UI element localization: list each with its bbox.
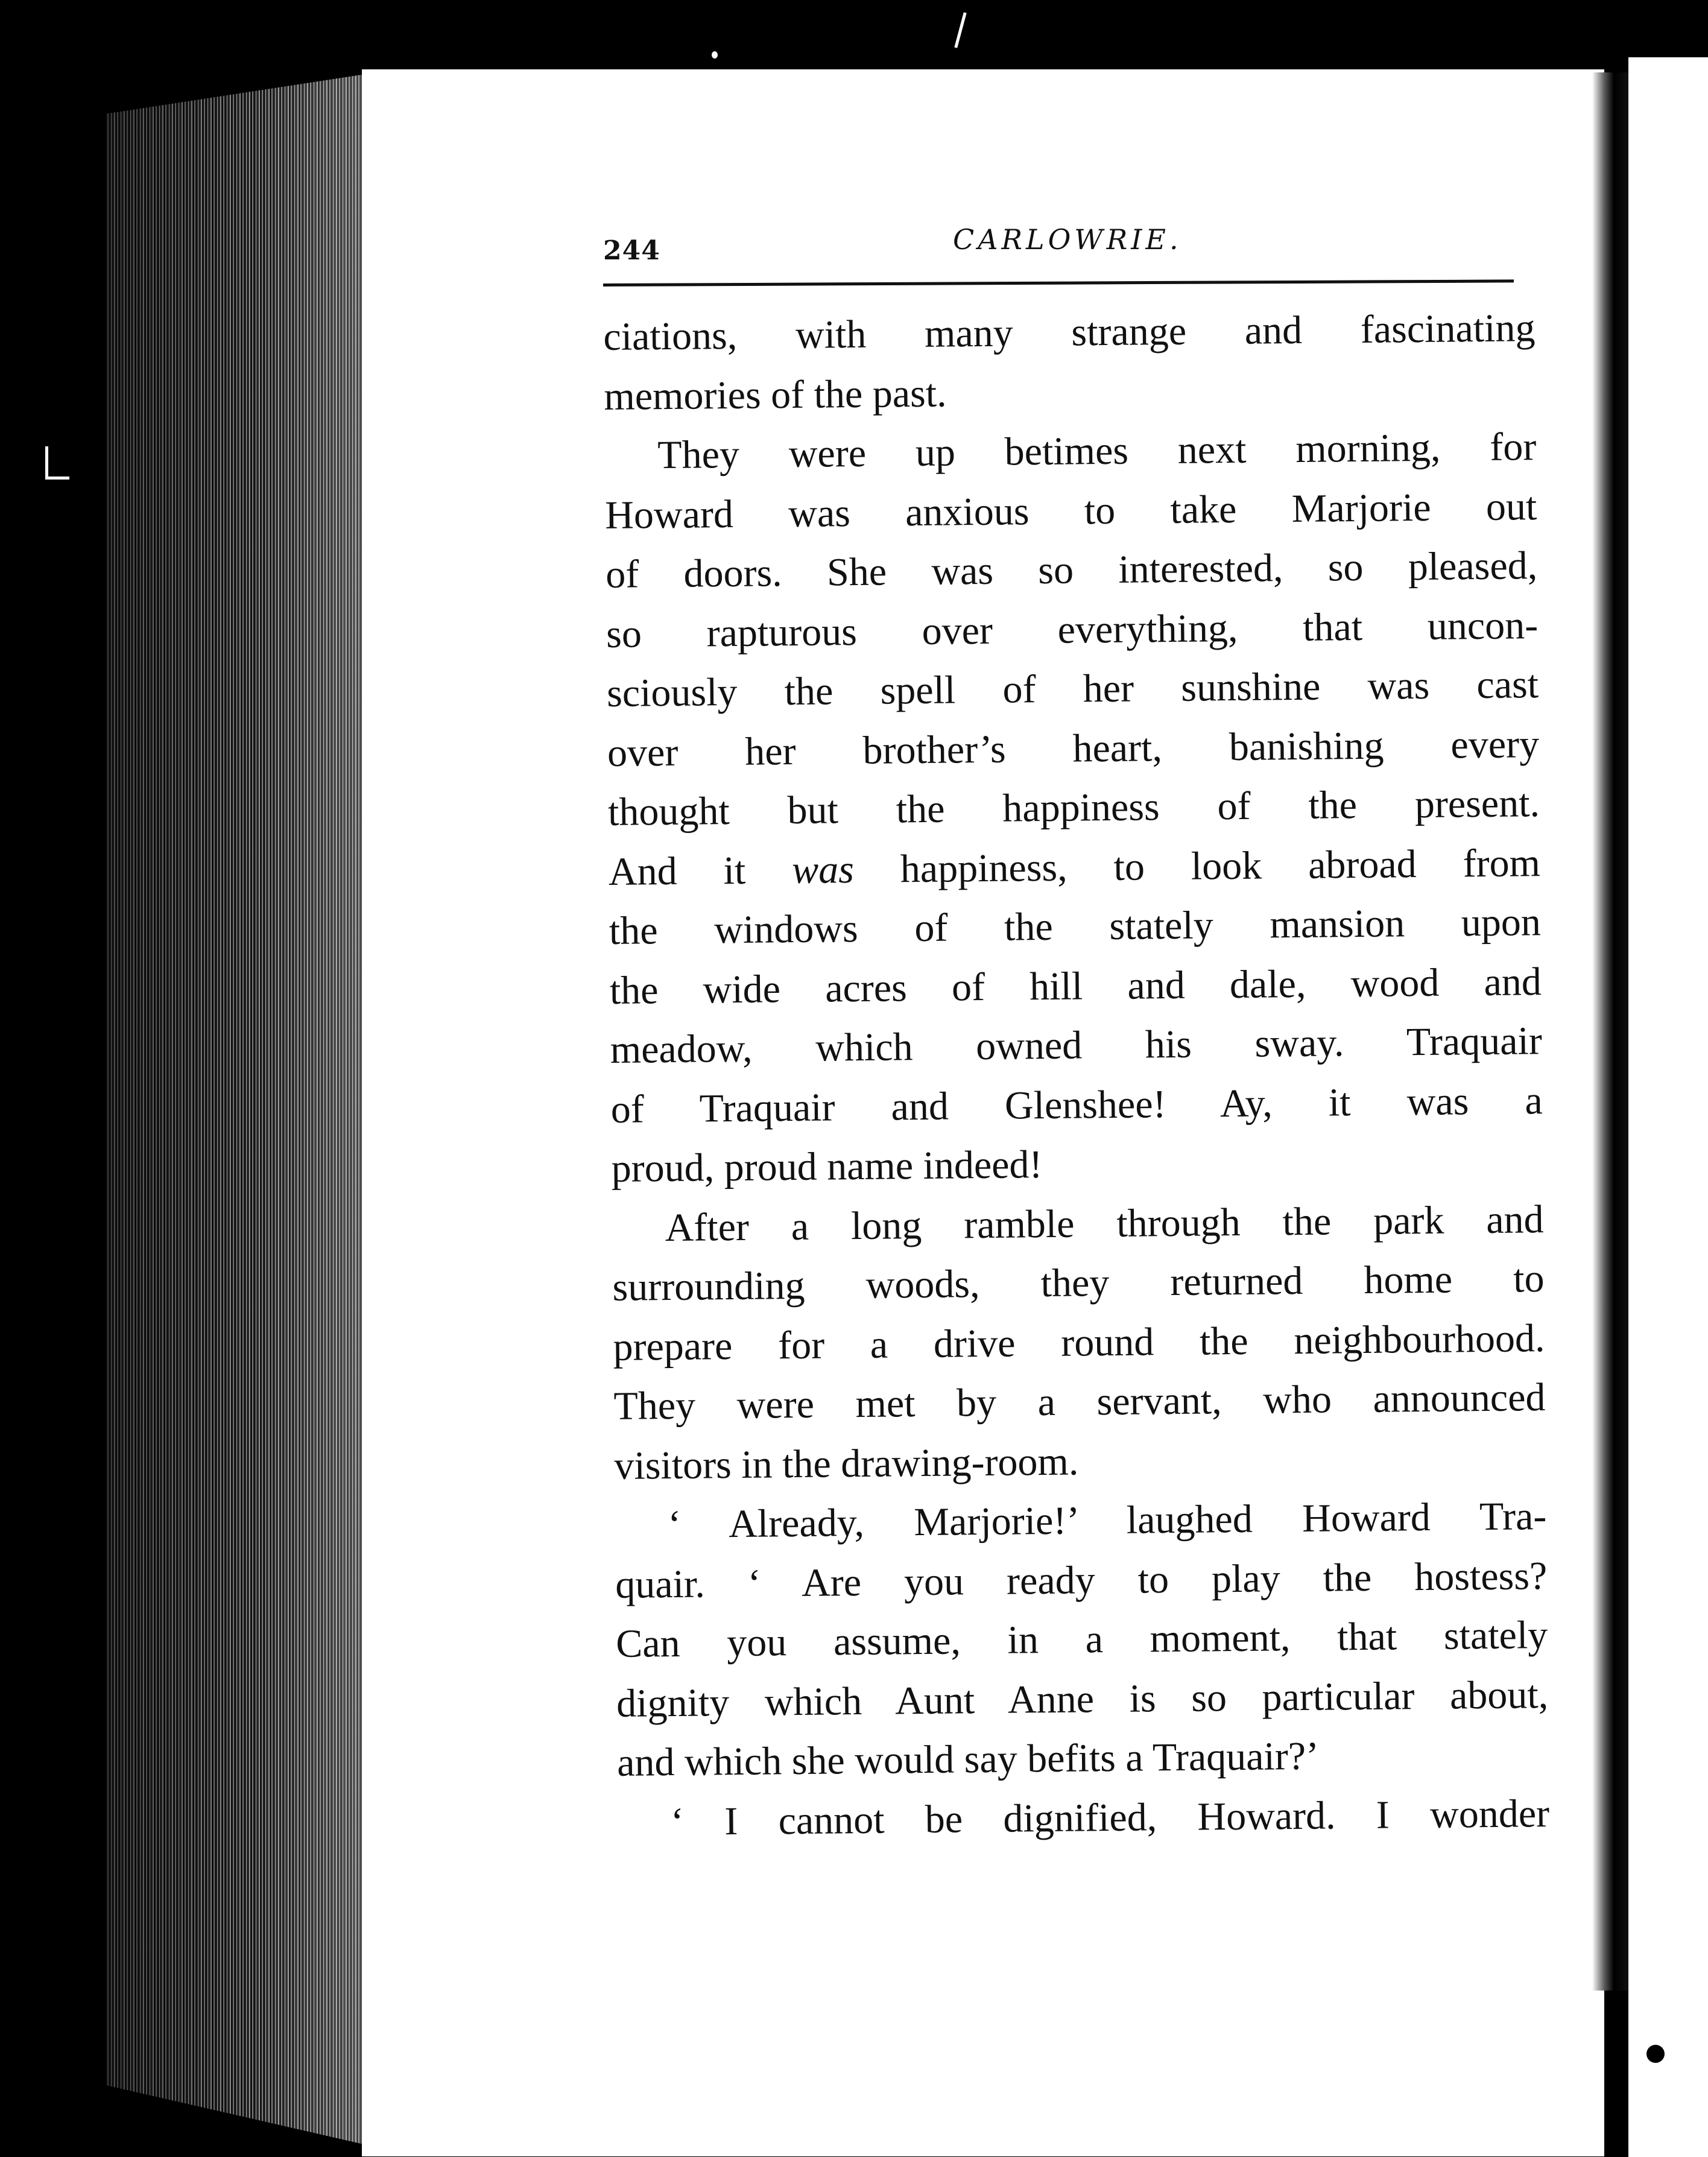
running-head <box>603 223 1514 271</box>
text-run: And it <box>608 847 792 894</box>
text-line: so rapturous over everything, that uncon- <box>606 603 1539 656</box>
text-line: the windows of the stately mansion upon <box>609 900 1542 953</box>
paragraph-first-line: After a long ramble through the park and <box>665 1197 1544 1250</box>
text-line: of Traquair and Glenshee! Ay, it was a <box>610 1078 1543 1132</box>
text-line: prepare for a drive round the neighbourhood. <box>613 1316 1545 1369</box>
facing-page-edge <box>1628 57 1708 2157</box>
facing-page-gutter <box>1592 72 1628 1991</box>
text-line: memories of the past. <box>604 371 947 419</box>
scan-speck <box>45 446 48 480</box>
text-line: Howard was anxious to take Marjorie out <box>604 484 1537 537</box>
text-line: and which she would say befits a Traquair?’ <box>616 1734 1320 1785</box>
text-line-with-emphasis <box>609 834 1541 902</box>
paragraph-first-line: ‘ Already, Marjorie!’ laughed Howard Tra- <box>668 1494 1547 1547</box>
text-line: ciations, with many strange and fascinating <box>603 306 1536 359</box>
scan-speck <box>1646 2045 1665 2063</box>
scan-speck <box>954 12 966 48</box>
text-line: visitors in the drawing-room. <box>614 1439 1079 1488</box>
text-run: happiness, to look abroad from <box>853 840 1541 892</box>
text-line: the wide acres of hill and dale, wood and <box>609 959 1542 1013</box>
text-line: over her brother’s heart, banishing every <box>607 721 1540 775</box>
emphasized-word: was <box>791 847 855 892</box>
text-line: quair. ‘ Are you ready to play the hostess? <box>615 1553 1548 1607</box>
paragraph-first-line: They were up betimes next morning, for <box>657 425 1537 478</box>
text-line: of doors. She was so interested, so pleased, <box>605 543 1538 597</box>
text-line: dignity which Aunt Anne is so particular about, <box>616 1672 1549 1726</box>
body-text <box>603 299 1550 1852</box>
text-line: They were met by a servant, who announced <box>613 1375 1546 1428</box>
scan-speck <box>45 477 69 480</box>
text-line: proud, proud name indeed! <box>611 1142 1043 1191</box>
text-line: Can you assume, in a moment, that stately <box>615 1613 1548 1666</box>
running-title: CARLOWRIE. <box>953 223 1182 256</box>
page-edges <box>106 72 377 2147</box>
text-line: meadow, which owned his sway. Traquair <box>610 1019 1543 1072</box>
scan-speck <box>712 51 718 59</box>
text-line: surrounding woods, they returned home to <box>612 1256 1545 1310</box>
page-number: 244 <box>603 235 660 266</box>
paragraph-first-line: ‘ I cannot be dignified, Howard. I wonder <box>670 1791 1550 1844</box>
text-line: sciously the spell of her sunshine was cast <box>606 662 1539 715</box>
text-line: thought but the happiness of the present. <box>607 781 1540 834</box>
